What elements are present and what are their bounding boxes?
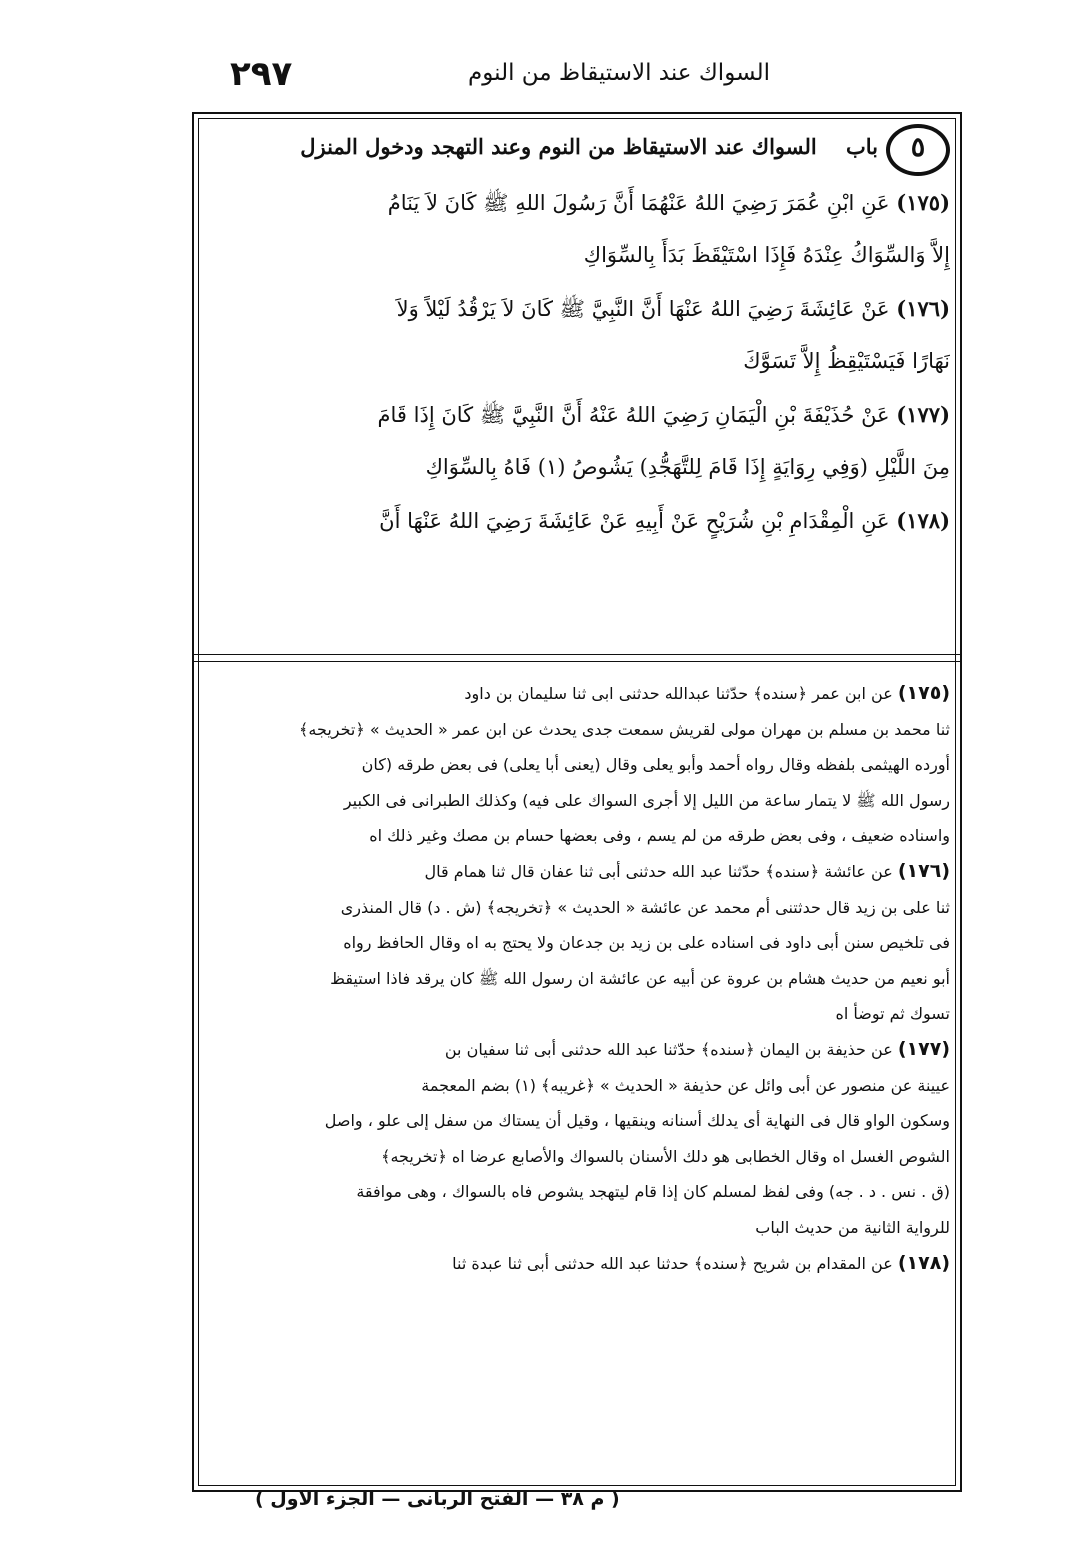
note-text: عن ابن عمر ﴿سنده﴾ حدّثنا عبدالله حدثنى ابى ثنا سليمان بن داود — [464, 684, 893, 703]
note-number: (١٧٦) — [897, 859, 950, 882]
note-line — [204, 1032, 950, 1068]
note-text: وسكون الواو قال فى النهاية أى يدلك أسنانه وينقيها ، وقيل أن يستاك من سفل إلى علو ، واصل — [324, 1111, 950, 1131]
note-text: واسناده ضعيف ، وفى بعض طرقه من لم يسم ، وفى بعضها حسام بن مصك وغير ذلك اه — [369, 826, 950, 846]
note-line — [204, 818, 950, 854]
note-text: أبو نعيم من حديث هشام بن عروة عن أبيه عن عائشة ان رسول الله ﷺ كان يرقد فاذا استيقظ — [330, 968, 950, 988]
note-text: أورده الهيثمى بلفظه وقال رواه أحمد وأبو يعلى وقال (يعنى أبا يعلى) فى بعض طرقه (كان — [361, 755, 950, 775]
note-line — [204, 1068, 950, 1104]
hadith-line — [204, 388, 950, 441]
hadith-text: عَنِ الْمِقْدَامِ بْنِ شُرَيْحٍ عَنْ أَبِيهِ عَنْ عَائِشَةَ رَضِيَ اللهُ عَنْهَا أَنَّ — [379, 509, 890, 533]
note-text: رسول الله ﷺ لا يتمار ساعة من الليل إلا أجرى السواك على فيه) وكذلك الطبرانى فى الكبير — [343, 790, 950, 810]
chapter-heading — [204, 126, 950, 176]
commentary-section — [204, 676, 950, 1281]
note-text: عن عائشة ﴿سنده﴾ حدّثنا عبد الله حدثنى أبى ثنا عفان قال ثنا همام قال — [424, 861, 893, 881]
note-text: فى تلخيص سنن أبى داود فى اسناده على بن زيد بن جدعان ولا يحتج به اه وقال الحافظ رواه — [343, 933, 950, 953]
hadith-number: (١٧٨) — [896, 508, 950, 533]
note-line — [204, 961, 950, 997]
note-text: (ق . نس . د . جه) وفى لفظ لمسلم كان إذا قام ليتهجد يشوص فاه بالسواك ، وهى موافقة — [356, 1182, 950, 1202]
note-text: الشوص الغسل اه وقال الخطابى هو دلك الأسنان بالسواك والأصابع عرضا اه ﴿تخريجه﴾ — [381, 1146, 950, 1166]
note-text: للرواية الثانية من حديث الباب — [755, 1217, 950, 1237]
note-line — [204, 1174, 950, 1210]
note-line — [204, 1210, 950, 1246]
hadith-text: نَهَارًا فَيَسْتَيْقِظُ إِلاَّ تَسَوَّكَ — [743, 349, 950, 373]
section-divider — [194, 654, 960, 662]
note-line — [204, 1139, 950, 1175]
hadith-text: مِنَ اللَّيْلِ (وَفِي رِوَايَةٍ إِذَا قَامَ لِلتَّهَجُّدِ) يَشُوصُ (١) فَاهُ بِالسِّوَاكِ — [425, 455, 950, 479]
hadith-line — [204, 176, 950, 229]
hadith-section — [204, 126, 950, 656]
note-line — [204, 712, 950, 748]
note-text: ثنا محمد بن مسلم بن مهران مولى لقريش سمعت جدى يحدث عن ابن عمر « الحديث » ﴿تخريجه﴾ — [299, 719, 950, 739]
note-text: عن المقدام بن شريح ﴿سنده﴾ حدثنا عبد الله حدثنى أبى ثنا عبدة ثنا — [452, 1253, 893, 1273]
note-line — [204, 1103, 950, 1139]
hadith-number: (١٧٥) — [896, 190, 950, 215]
note-number: (١٧٧) — [897, 1037, 950, 1060]
note-line — [204, 1246, 950, 1282]
chapter-label: باب — [845, 134, 878, 159]
note-line — [204, 747, 950, 783]
hadith-text: عَنِ ابْنِ عُمَرَ رَضِيَ اللهُ عَنْهُمَا أَنَّ رَسُولَ اللهِ ﷺ كَانَ لاَ يَنَامُ — [387, 191, 890, 215]
hadith-text: عَنْ حُذَيْفَةَ بْنِ الْيَمَانِ رَضِيَ اللهُ عَنْهُ أَنَّ النَّبِيَّ ﷺ كَانَ إِذَا قَامَ — [377, 403, 890, 427]
hadith-line — [204, 335, 950, 388]
page-footer: ( م ٣٨ — الفتح الربانى — الجزء الاول ) — [255, 1488, 620, 1510]
hadith-line — [204, 494, 950, 544]
hadith-text: إِلاَّ وَالسِّوَاكُ عِنْدَهُ فَإِذَا اسْتَيْقَظَ بَدَأَ بِالسِّوَاكِ — [583, 243, 950, 267]
note-number: (١٧٨) — [897, 1251, 950, 1274]
note-line — [204, 925, 950, 961]
note-text: تسوك ثم توضأ اه — [835, 1004, 950, 1024]
chapter-title: السواك عند الاستيقاظ من النوم وعند التهجد ودخول المنزل — [300, 134, 817, 159]
hadith-line — [204, 229, 950, 282]
chapter-number: ٥ — [886, 124, 950, 176]
note-number: (١٧٥) — [897, 682, 950, 704]
hadith-text: عَنْ عَائِشَةَ رَضِيَ اللهُ عَنْهَا أَنَّ النَّبِيَّ ﷺ كَانَ لاَ يَرْقُدُ لَيْلاً وَلاَ — [396, 297, 890, 321]
note-line — [204, 996, 950, 1032]
running-title: السواك عند الاستيقاظ من النوم — [468, 60, 770, 86]
chapter-title-line — [300, 134, 878, 159]
note-text: عن حذيفة بن اليمان ﴿سنده﴾ حدّثنا عبد الله حدثنى أبى ثنا سفيان بن — [444, 1039, 893, 1059]
note-text: ثنا على بن زيد قال حدثتنى أم محمد عن عائشة « الحديث » ﴿تخريجه﴾ (ش . د) قال المنذرى — [340, 897, 950, 917]
hadith-line — [204, 282, 950, 335]
note-line — [204, 854, 950, 890]
running-header — [230, 52, 770, 102]
hadith-number: (١٧٧) — [896, 402, 950, 427]
hadith-line — [204, 441, 950, 494]
page-frame — [192, 112, 962, 1492]
note-line — [204, 783, 950, 819]
hadith-number: (١٧٦) — [896, 296, 950, 321]
note-text: عيينة عن منصور عن أبى وائل عن حذيفة « الحديث » ﴿غريبه﴾ (١) بضم المعجمة — [421, 1075, 950, 1095]
page-number: ٢٩٧ — [230, 54, 293, 94]
note-line — [204, 890, 950, 926]
note-line — [204, 676, 950, 712]
